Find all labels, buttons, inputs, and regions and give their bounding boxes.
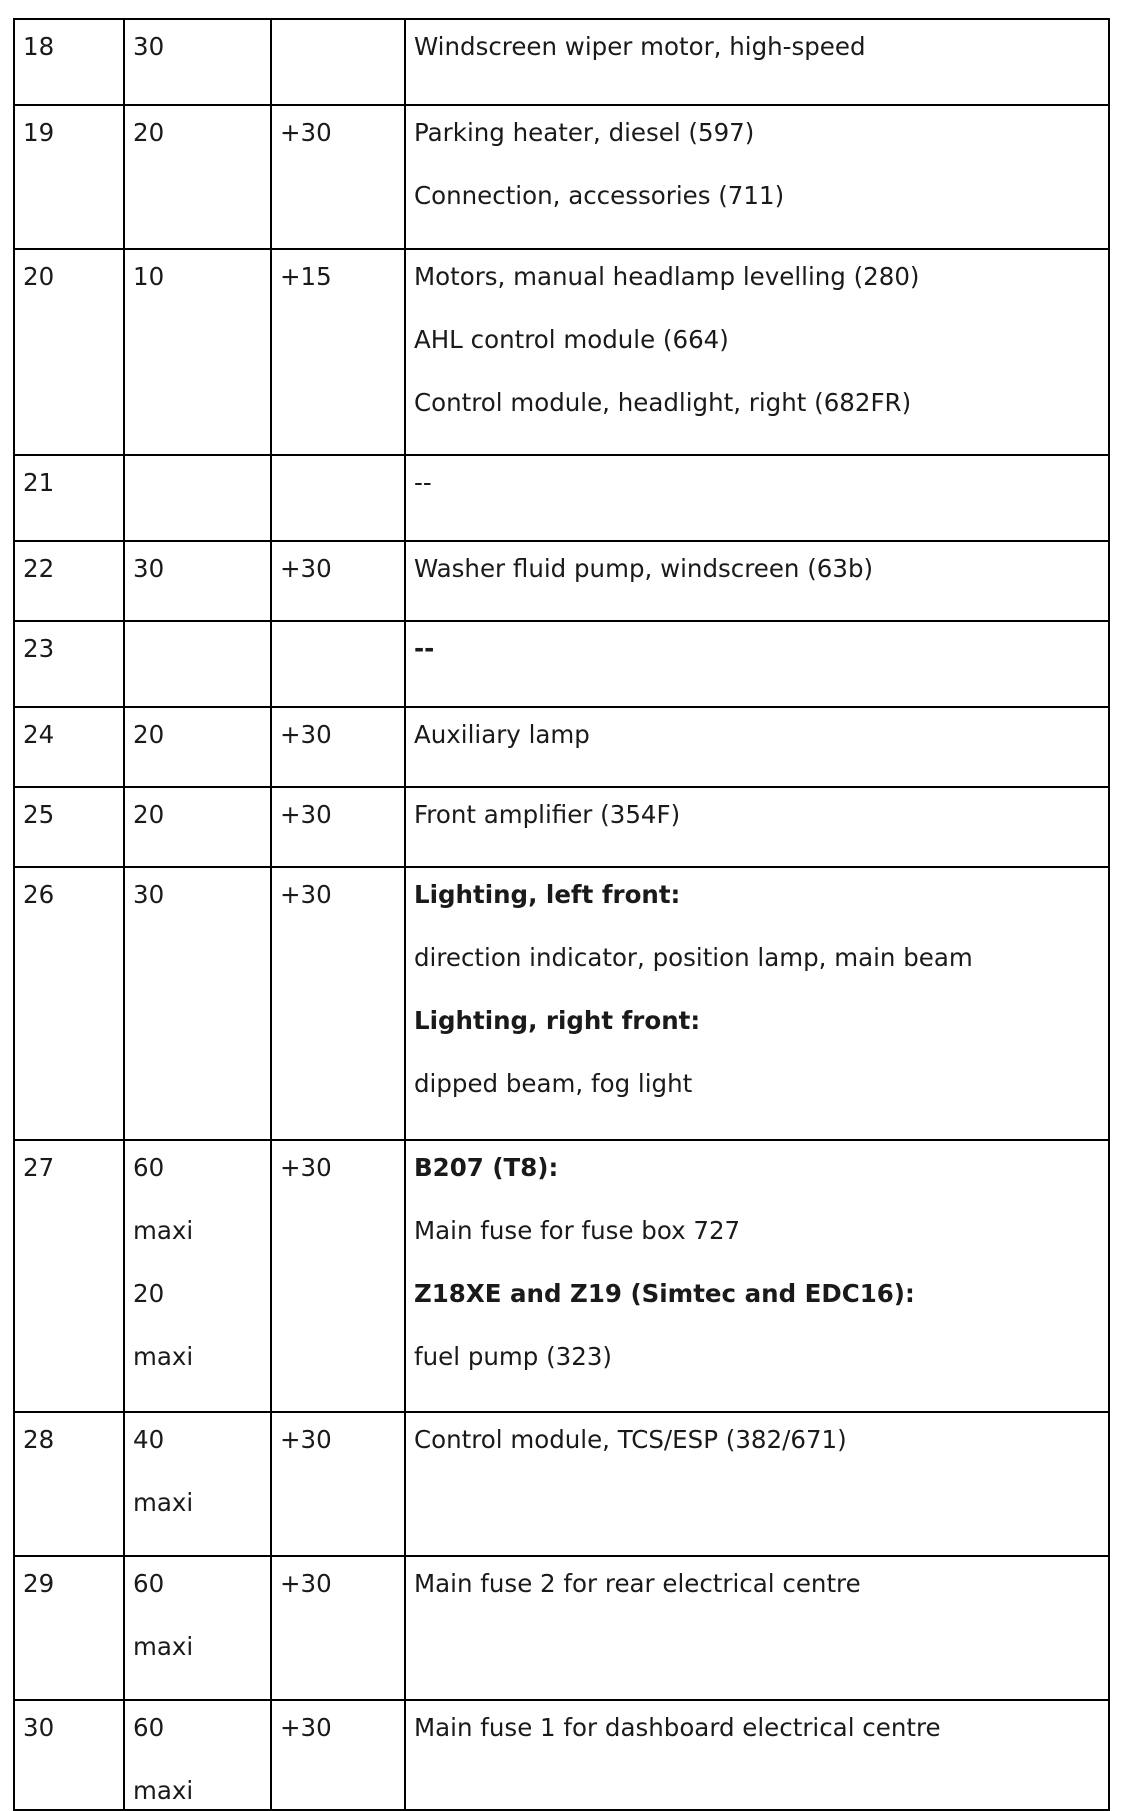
terminal-cell <box>271 455 405 541</box>
amperage-value: maxi <box>133 1632 194 1661</box>
terminal-cell <box>271 707 405 787</box>
table-row <box>14 867 1109 1140</box>
amperage-value: 10 <box>133 262 165 291</box>
fuse-number: 29 <box>23 1569 55 1598</box>
description-line: Parking heater, diesel (597) <box>414 118 755 147</box>
terminal-value: +30 <box>280 554 332 583</box>
fuse-number-cell <box>14 19 124 105</box>
description-line: Windscreen wiper motor, high-speed <box>414 32 866 61</box>
description-line: Main fuse 2 for rear electrical centre <box>414 1569 861 1598</box>
amperage-cell <box>124 1700 271 1810</box>
terminal-value: +30 <box>280 1425 332 1454</box>
table-row <box>14 249 1109 455</box>
description-heading: -- <box>414 634 435 663</box>
terminal-cell <box>271 1700 405 1810</box>
description-heading: B207 (T8): <box>414 1153 559 1182</box>
table-row <box>14 1556 1109 1700</box>
terminal-value: +30 <box>280 118 332 147</box>
description-line: Connection, accessories (711) <box>414 181 785 210</box>
table-row <box>14 105 1109 249</box>
table-row <box>14 707 1109 787</box>
table-row <box>14 787 1109 867</box>
fuse-number: 21 <box>23 468 55 497</box>
description-heading: Lighting, left front: <box>414 880 681 909</box>
description-line: Washer fluid pump, windscreen (63b) <box>414 554 874 583</box>
amperage-value: 30 <box>133 32 165 61</box>
terminal-cell <box>271 541 405 621</box>
amperage-value: 20 <box>133 1279 165 1308</box>
fuse-table-body <box>14 19 1109 1810</box>
table-row <box>14 1700 1109 1810</box>
fuse-number-cell <box>14 1140 124 1412</box>
fuse-number: 24 <box>23 720 55 749</box>
amperage-cell <box>124 1556 271 1700</box>
table-row <box>14 621 1109 707</box>
fuse-number-cell <box>14 787 124 867</box>
description-line: Control module, headlight, right (682FR) <box>414 388 912 417</box>
amperage-cell <box>124 621 271 707</box>
fuse-number-cell <box>14 541 124 621</box>
terminal-value: +30 <box>280 1569 332 1598</box>
amperage-value: maxi <box>133 1342 194 1371</box>
terminal-cell <box>271 249 405 455</box>
amperage-cell <box>124 867 271 1140</box>
table-row <box>14 455 1109 541</box>
amperage-value: 30 <box>133 554 165 583</box>
fuse-number-cell <box>14 455 124 541</box>
description-line: AHL control module (664) <box>414 325 729 354</box>
amperage-cell <box>124 1412 271 1556</box>
fuse-number: 22 <box>23 554 55 583</box>
description-line: -- <box>414 468 432 497</box>
table-row <box>14 1140 1109 1412</box>
description-cell <box>405 105 1109 249</box>
amperage-cell <box>124 1140 271 1412</box>
description-cell <box>405 455 1109 541</box>
fuse-table <box>13 18 1110 1811</box>
amperage-value: 30 <box>133 880 165 909</box>
description-line: Control module, TCS/ESP (382/671) <box>414 1425 847 1454</box>
description-line: Auxiliary lamp <box>414 720 590 749</box>
fuse-number-cell <box>14 1556 124 1700</box>
amperage-cell <box>124 541 271 621</box>
terminal-cell <box>271 867 405 1140</box>
amperage-cell <box>124 455 271 541</box>
description-cell <box>405 1700 1109 1810</box>
terminal-value: +30 <box>280 1153 332 1182</box>
description-cell <box>405 707 1109 787</box>
description-line: Main fuse for fuse box 727 <box>414 1216 741 1245</box>
fuse-number-cell <box>14 105 124 249</box>
description-line: dipped beam, fog light <box>414 1069 693 1098</box>
description-cell <box>405 867 1109 1140</box>
terminal-cell <box>271 621 405 707</box>
amperage-value: maxi <box>133 1216 194 1245</box>
fuse-number: 25 <box>23 800 55 829</box>
terminal-cell <box>271 1140 405 1412</box>
terminal-value: +30 <box>280 880 332 909</box>
amperage-cell <box>124 249 271 455</box>
amperage-cell <box>124 19 271 105</box>
fuse-number: 27 <box>23 1153 55 1182</box>
description-heading: Lighting, right front: <box>414 1006 701 1035</box>
fuse-number: 20 <box>23 262 55 291</box>
amperage-value: 60 <box>133 1153 165 1182</box>
description-line: Front amplifier (354F) <box>414 800 681 829</box>
terminal-cell <box>271 1556 405 1700</box>
fuse-number: 23 <box>23 634 55 663</box>
description-cell <box>405 1412 1109 1556</box>
terminal-cell <box>271 787 405 867</box>
description-cell <box>405 1140 1109 1412</box>
description-line: direction indicator, position lamp, main beam <box>414 943 973 972</box>
fuse-number-cell <box>14 707 124 787</box>
amperage-cell <box>124 105 271 249</box>
fuse-number-cell <box>14 867 124 1140</box>
terminal-value: +30 <box>280 800 332 829</box>
amperage-cell <box>124 787 271 867</box>
amperage-value: 60 <box>133 1713 165 1742</box>
terminal-cell <box>271 1412 405 1556</box>
terminal-value: +30 <box>280 720 332 749</box>
description-line: Main fuse 1 for dashboard electrical centre <box>414 1713 941 1742</box>
amperage-value: 20 <box>133 118 165 147</box>
description-cell <box>405 541 1109 621</box>
description-cell <box>405 1556 1109 1700</box>
fuse-number: 19 <box>23 118 55 147</box>
fuse-number: 30 <box>23 1713 55 1742</box>
terminal-cell <box>271 19 405 105</box>
fuse-number-cell <box>14 621 124 707</box>
terminal-cell <box>271 105 405 249</box>
fuse-number-cell <box>14 1700 124 1810</box>
table-row <box>14 541 1109 621</box>
fuse-number: 28 <box>23 1425 55 1454</box>
terminal-value: +30 <box>280 1713 332 1742</box>
terminal-value: +15 <box>280 262 332 291</box>
table-row <box>14 1412 1109 1556</box>
description-cell <box>405 249 1109 455</box>
amperage-value: 60 <box>133 1569 165 1598</box>
fuse-number: 26 <box>23 880 55 909</box>
amperage-cell <box>124 707 271 787</box>
amperage-value: 20 <box>133 800 165 829</box>
fuse-number-cell <box>14 1412 124 1556</box>
description-cell <box>405 621 1109 707</box>
table-row <box>14 19 1109 105</box>
description-line: fuel pump (323) <box>414 1342 612 1371</box>
description-heading: Z18XE and Z19 (Simtec and EDC16): <box>414 1279 915 1308</box>
amperage-value: 40 <box>133 1425 165 1454</box>
description-cell <box>405 787 1109 867</box>
amperage-value: 20 <box>133 720 165 749</box>
description-line: Motors, manual headlamp levelling (280) <box>414 262 920 291</box>
fuse-number: 18 <box>23 32 55 61</box>
amperage-value: maxi <box>133 1488 194 1517</box>
amperage-value: maxi <box>133 1776 194 1805</box>
description-cell <box>405 19 1109 105</box>
fuse-number-cell <box>14 249 124 455</box>
